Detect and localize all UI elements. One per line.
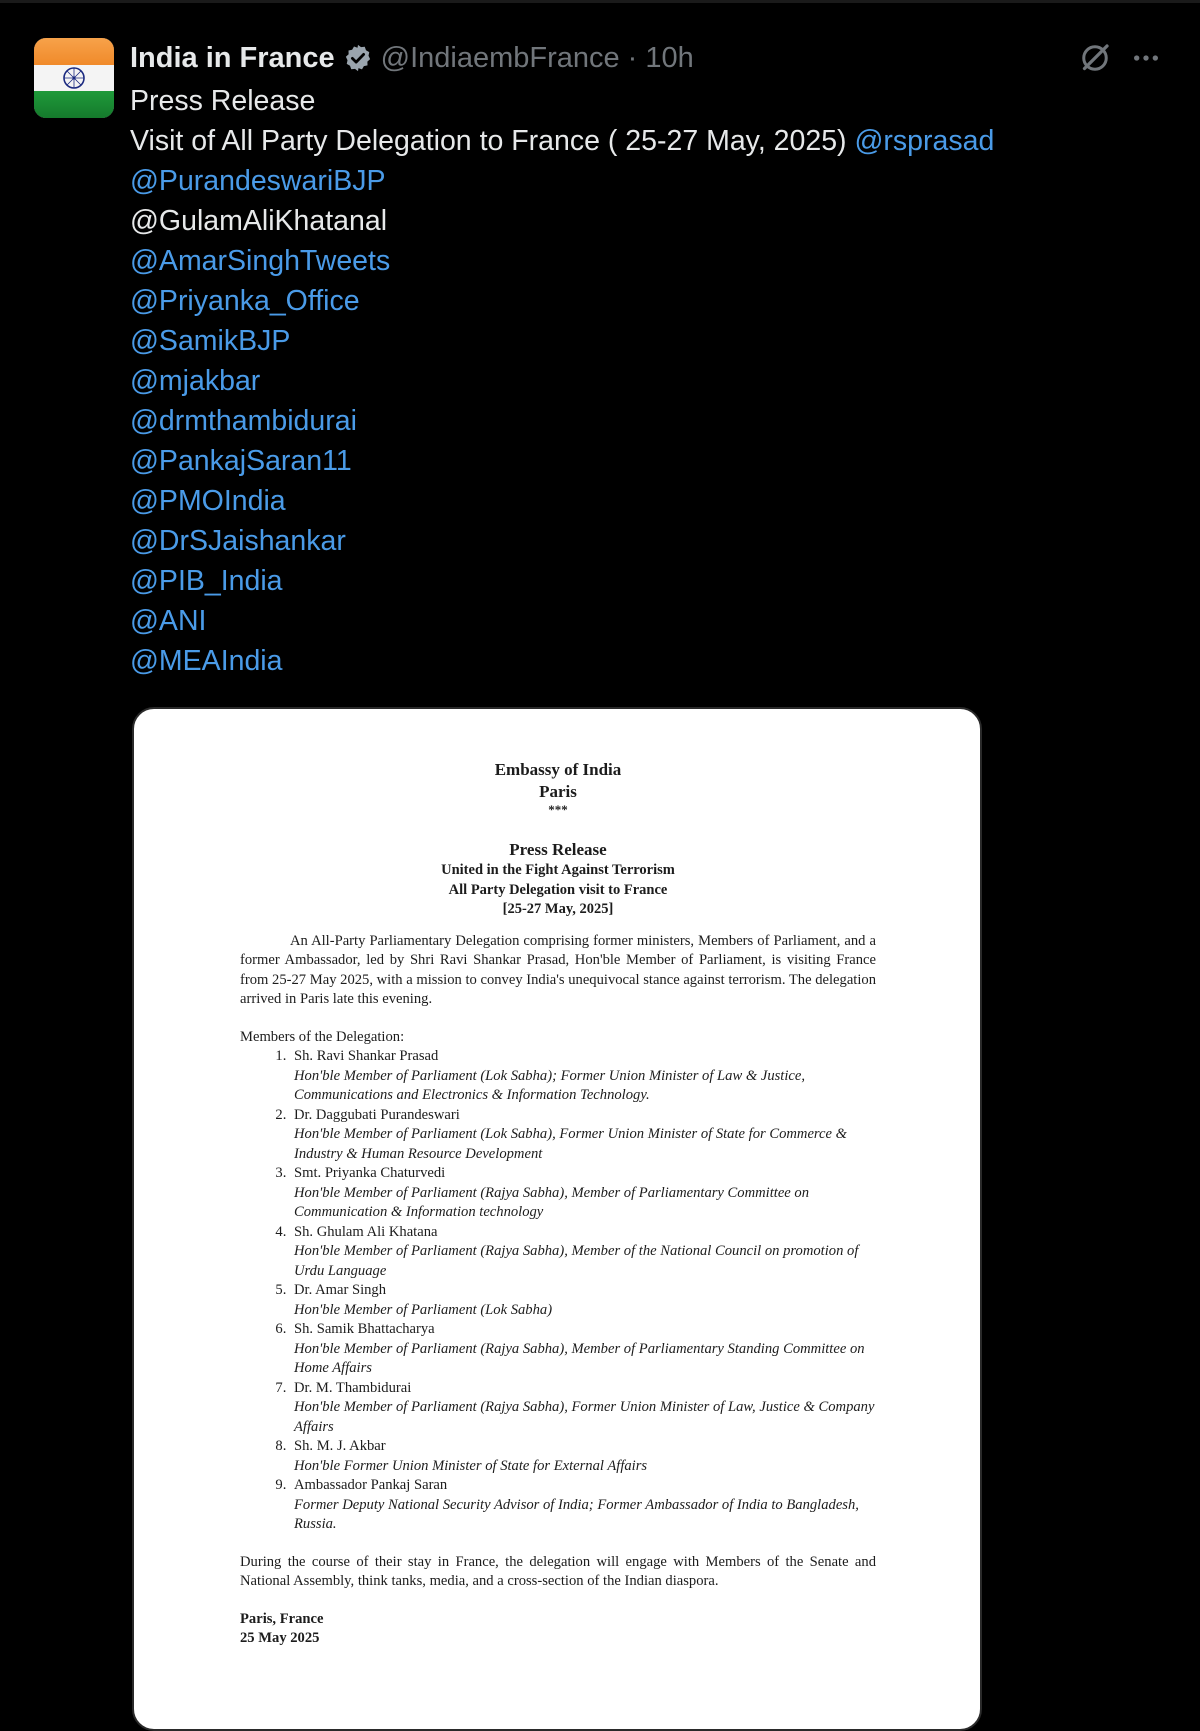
tweet-line-visit <box>130 121 1130 161</box>
visit-text: Visit of All Party Delegation to France ( 25-27 May, 2025) <box>130 125 847 157</box>
list-item <box>290 1223 876 1282</box>
mention-link[interactable]: @PMOIndia <box>130 485 286 517</box>
mention-link[interactable]: @mjakbar <box>130 365 261 397</box>
list-item <box>290 1047 876 1106</box>
members-list <box>240 1047 876 1535</box>
member-description: Former Deputy National Security Advisor of India; Former Ambassador of India to Bangladesh, Russia. <box>294 1496 859 1532</box>
list-item <box>290 1164 876 1223</box>
mention-link[interactable]: @PIB_India <box>130 565 283 597</box>
list-item <box>290 1476 876 1535</box>
doc-closing: During the course of their stay in France, the delegation will engage with Members of the Senate and National Assembly, think tanks, media, and a cross-section of the Indian diaspora. <box>240 1553 876 1589</box>
avatar[interactable] <box>34 38 114 118</box>
verified-badge-icon[interactable] <box>343 43 373 73</box>
more-options-icon[interactable] <box>1130 42 1162 79</box>
press-release-document <box>240 759 876 1649</box>
mention-link[interactable]: @ANI <box>130 605 207 637</box>
member-description: Hon'ble Member of Parliament (Rajya Sabha), Former Union Minister of Law, Justice & Company Affairs <box>294 1399 875 1435</box>
member-name: 8. Sh. M. J. Akbar <box>294 1438 386 1454</box>
member-description: Hon'ble Former Union Minister of State for External Affairs <box>294 1457 648 1474</box>
member-name: 5. Dr. Amar Singh <box>294 1282 387 1298</box>
post-time[interactable]: 10h <box>645 41 694 74</box>
mention-link[interactable]: @rsprasad <box>854 125 995 157</box>
list-item <box>290 1281 876 1320</box>
doc-subtitle-2: All Party Delegation visit to France <box>448 881 668 898</box>
mention-link[interactable]: @SamikBJP <box>130 325 291 357</box>
doc-members-heading: Members of the Delegation: <box>240 1028 405 1045</box>
top-divider <box>0 0 1200 3</box>
doc-city: Paris <box>539 782 577 801</box>
mention-link[interactable]: @PurandeswariBJP <box>130 165 386 197</box>
tweet-header <box>130 38 694 78</box>
account-handle[interactable]: @IndiaembFrance <box>380 41 620 74</box>
doc-intro <box>240 932 876 1010</box>
list-item <box>290 1437 876 1476</box>
member-description: Hon'ble Member of Parliament (Rajya Sabha), Member of Parliamentary Committee on Communication & Information technology <box>294 1184 810 1220</box>
doc-place: Paris, France <box>240 1610 324 1627</box>
ashoka-chakra-icon <box>62 66 86 90</box>
doc-intro-text: An All-Party Parliamentary Delegation comprising former ministers, Members of Parliament, and a former Ambassador, led by Shri Ravi Shankar Prasad, Hon'ble Member of Parliament, is visiting France from 25-27 May 2025, with a mission to convey India's unequivocal stance against terrorism. The delegation arrived in Paris late this evening. <box>240 932 876 1007</box>
attached-image-card[interactable] <box>132 707 982 1731</box>
flag-saffron-band <box>34 38 114 65</box>
member-description: Hon'ble Member of Parliament (Lok Sabha) <box>294 1301 553 1318</box>
list-item <box>290 1106 876 1165</box>
mention-link[interactable]: @Priyanka_Office <box>130 285 360 317</box>
member-name: 9. Ambassador Pankaj Saran <box>294 1477 448 1493</box>
member-description: Hon'ble Member of Parliament (Lok Sabha); Former Union Minister of Law & Justice, Communications and Electronics & Information Technology. <box>294 1067 806 1103</box>
mention-link[interactable]: @AmarSinghTweets <box>130 245 391 277</box>
separator-dot: · <box>627 41 638 74</box>
member-description: Hon'ble Member of Parliament (Rajya Sabha), Member of the National Council on promotion of Urdu Language <box>294 1243 859 1279</box>
display-name[interactable]: India in France <box>130 41 335 74</box>
member-description: Hon'ble Member of Parliament (Lok Sabha), Former Union Minister of State for Commerce & Industry & Human Resource Development <box>294 1126 848 1162</box>
list-item <box>290 1379 876 1438</box>
doc-dates: [25-27 May, 2025] <box>502 901 614 917</box>
member-description: Hon'ble Member of Parliament (Rajya Sabha), Member of Parliamentary Standing Committee on Home Affairs <box>294 1340 865 1376</box>
member-name: 7. Dr. M. Thambidurai <box>294 1379 412 1396</box>
mention-text: @GulamAliKhatanal <box>130 205 388 237</box>
member-name: 3. Smt. Priyanka Chaturvedi <box>294 1165 446 1181</box>
doc-org: Embassy of India <box>494 760 622 779</box>
mention-link[interactable]: @PankajSaran11 <box>130 445 352 477</box>
doc-title: Press Release <box>509 840 607 859</box>
tweet-text <box>130 81 1130 681</box>
doc-date: 25 May 2025 <box>240 1630 320 1646</box>
mention-link[interactable]: @drmthambidurai <box>130 405 357 437</box>
doc-subtitle-1: United in the Fight Against Terrorism <box>441 862 675 878</box>
mention-link[interactable]: @DrSJaishankar <box>130 525 346 557</box>
member-name: 1. Sh. Ravi Shankar Prasad <box>294 1048 439 1064</box>
list-item <box>290 1320 876 1379</box>
member-name: 4. Sh. Ghulam Ali Khatana <box>294 1223 438 1240</box>
mention-link[interactable]: @MEAIndia <box>130 645 283 677</box>
member-name: 2. Dr. Daggubati Purandeswari <box>294 1106 460 1123</box>
flag-green-band <box>34 91 114 118</box>
doc-stars: *** <box>548 802 568 817</box>
grok-icon[interactable] <box>1077 40 1113 81</box>
tweet-line-title: Press Release <box>130 85 316 117</box>
member-name: 6. Sh. Samik Bhattacharya <box>294 1321 435 1337</box>
